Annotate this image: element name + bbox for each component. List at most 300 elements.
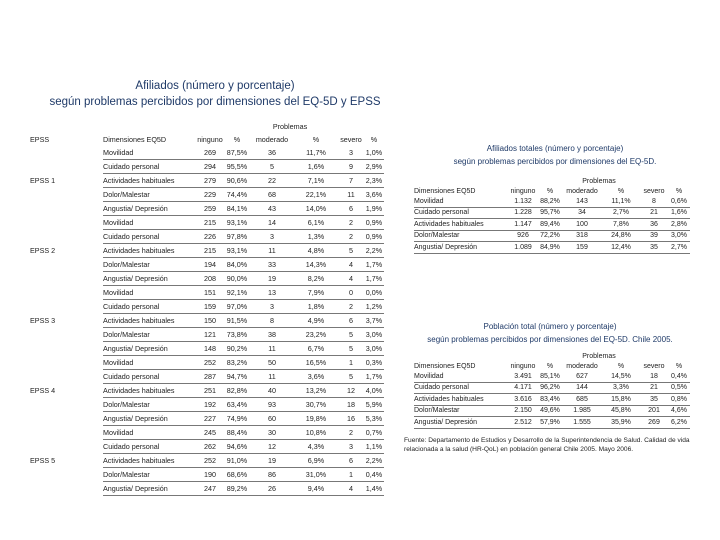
severo-pct-cell: 1,6%: [668, 207, 690, 219]
pct-header: %: [312, 134, 320, 144]
severo-pct-cell: 2,9%: [364, 160, 384, 174]
dimension-cell: Movilidad: [103, 356, 196, 370]
ninguno-cell: 4.171: [508, 382, 538, 394]
ninguno-pct-cell: 63,4%: [224, 398, 250, 412]
severo-cell: 6: [338, 314, 364, 328]
dimension-cell: Actividades habituales: [103, 244, 196, 258]
totals-title-line2: según problemas percibidos por dimensiones del EQ-5D.: [453, 157, 657, 166]
severo-pct-cell: 1,7%: [364, 370, 384, 384]
ninguno-cell: 1.132: [508, 196, 538, 207]
population-table: [414, 351, 690, 429]
page-title-line2: según problemas percibidos por dimensiones del EQ-5D y EPSS: [49, 96, 381, 108]
moderado-pct-cell: 14,0%: [294, 202, 338, 216]
severo-cell: 5: [338, 370, 364, 384]
dimension-cell: Cuidado personal: [414, 207, 508, 219]
ninguno-cell: 926: [508, 230, 538, 242]
dimension-cell: Cuidado personal: [414, 382, 508, 394]
moderado-pct-cell: 4,8%: [294, 244, 338, 258]
severo-pct-cell: 3,0%: [668, 230, 690, 242]
moderado-pct-cell: 11,7%: [294, 146, 338, 160]
ninguno-cell: 252: [196, 356, 224, 370]
moderado-pct-cell: 31,0%: [294, 468, 338, 482]
moderado-cell: 40: [250, 384, 294, 398]
ninguno-header: ninguno: [510, 362, 536, 370]
moderado-pct-cell: 13,2%: [294, 384, 338, 398]
moderado-pct-cell: 7,8%: [602, 219, 640, 231]
severo-cell: 1: [338, 468, 364, 482]
severo-header: severo: [643, 362, 665, 370]
ninguno-cell: 227: [196, 412, 224, 426]
moderado-cell: 38: [250, 328, 294, 342]
moderado-pct-cell: 4,3%: [294, 440, 338, 454]
severo-cell: 35: [640, 242, 668, 254]
severo-pct-cell: 2,2%: [364, 244, 384, 258]
severo-cell: 5: [338, 342, 364, 356]
source-note: Fuente: Departamento de Estudios y Desarrollo de la Superintendencia de Salud. Calidad de vida relacionada a la salud (HR-QoL) en población general Chile 2005. Mayo 2006.: [404, 437, 690, 453]
ninguno-pct-cell: 91,0%: [224, 454, 250, 468]
moderado-cell: 11: [250, 370, 294, 384]
table-row: [30, 286, 384, 300]
ninguno-header: ninguno: [197, 134, 223, 144]
moderado-pct-cell: 4,9%: [294, 314, 338, 328]
dimension-cell: Angustia/ Depresión: [103, 482, 196, 496]
epss-group-label: EPSS 1: [30, 176, 56, 186]
dimension-cell: Angustia/ Depresión: [103, 412, 196, 426]
epss-table: [30, 120, 384, 496]
ninguno-cell: 1.089: [508, 242, 538, 254]
ninguno-cell: 287: [196, 370, 224, 384]
severo-header: severo: [643, 187, 665, 195]
dimension-cell: Dolor/Malestar: [103, 258, 196, 272]
ninguno-pct-cell: 87,5%: [224, 146, 250, 160]
moderado-cell: 11: [250, 244, 294, 258]
severo-cell: 2: [338, 230, 364, 244]
ninguno-pct-cell: 90,0%: [224, 272, 250, 286]
moderado-pct-cell: 10,8%: [294, 426, 338, 440]
ninguno-cell: 151: [196, 286, 224, 300]
moderado-pct-cell: 2,7%: [602, 207, 640, 219]
severo-pct-cell: 0,4%: [364, 468, 384, 482]
ninguno-pct-cell: 73,8%: [224, 328, 250, 342]
moderado-pct-cell: 23,2%: [294, 328, 338, 342]
severo-cell: 0: [338, 286, 364, 300]
ninguno-pct-cell: 96,2%: [538, 382, 562, 394]
moderado-pct-cell: 3,6%: [294, 370, 338, 384]
dimension-cell: Angustia/ Depresión: [103, 202, 196, 216]
ninguno-cell: 229: [196, 188, 224, 202]
severo-cell: 39: [640, 230, 668, 242]
totals-table: [414, 176, 690, 254]
ninguno-pct-cell: 95,7%: [538, 207, 562, 219]
severo-pct-cell: 2,3%: [364, 174, 384, 188]
moderado-cell: 11: [250, 342, 294, 356]
moderado-pct-cell: 16,5%: [294, 356, 338, 370]
severo-pct-cell: 1,2%: [364, 300, 384, 314]
moderado-cell: 685: [562, 394, 602, 406]
ninguno-cell: 190: [196, 468, 224, 482]
ninguno-cell: 192: [196, 398, 224, 412]
epss-group-label: EPSS 3: [30, 315, 56, 325]
dimension-cell: Cuidado personal: [103, 160, 196, 174]
ninguno-cell: 3.491: [508, 371, 538, 382]
dimension-cell: Movilidad: [103, 286, 196, 300]
dimension-cell: Actividades habituales: [414, 219, 508, 231]
dimension-cell: Angustia/ Depresión: [414, 242, 508, 254]
moderado-pct-cell: 19,8%: [294, 412, 338, 426]
ninguno-pct-cell: 74,9%: [224, 412, 250, 426]
severo-cell: 35: [640, 394, 668, 406]
moderado-cell: 68: [250, 188, 294, 202]
moderado-cell: 34: [562, 207, 602, 219]
ninguno-pct-cell: 94,6%: [224, 440, 250, 454]
severo-cell: 6: [338, 202, 364, 216]
moderado-pct-cell: 1,8%: [294, 300, 338, 314]
moderado-pct-cell: 8,2%: [294, 272, 338, 286]
severo-cell: 2: [338, 216, 364, 230]
severo-pct-cell: 0,9%: [364, 216, 384, 230]
ninguno-pct-cell: 72,2%: [538, 230, 562, 242]
ninguno-cell: 215: [196, 216, 224, 230]
severo-cell: 9: [338, 160, 364, 174]
severo-pct-cell: 0,7%: [364, 426, 384, 440]
moderado-pct-cell: 7,1%: [294, 174, 338, 188]
severo-cell: 2: [338, 426, 364, 440]
severo-cell: 18: [640, 371, 668, 382]
ninguno-pct-cell: 88,2%: [538, 196, 562, 207]
moderado-pct-cell: 45,8%: [602, 405, 640, 417]
moderado-cell: 60: [250, 412, 294, 426]
ninguno-pct-cell: 57,9%: [538, 417, 562, 429]
ninguno-cell: 3.616: [508, 394, 538, 406]
epss-group-label: EPSS 4: [30, 385, 56, 395]
epss-group-label: EPSS 2: [30, 245, 56, 255]
table-row: [414, 242, 690, 254]
ninguno-pct-cell: 93,1%: [224, 216, 250, 230]
ninguno-cell: 226: [196, 230, 224, 244]
moderado-cell: 3: [250, 300, 294, 314]
pct-header: %: [546, 187, 554, 195]
severo-pct-cell: 0,6%: [668, 196, 690, 207]
ninguno-cell: 262: [196, 440, 224, 454]
ninguno-cell: 269: [196, 146, 224, 160]
dimension-cell: Movilidad: [414, 371, 508, 382]
table-row: [30, 426, 384, 440]
problemas-header: Problemas: [582, 352, 616, 360]
ninguno-pct-cell: 84,0%: [224, 258, 250, 272]
ninguno-cell: 2.512: [508, 417, 538, 429]
moderado-cell: 5: [250, 160, 294, 174]
severo-pct-cell: 3,0%: [364, 328, 384, 342]
severo-cell: 16: [338, 412, 364, 426]
ninguno-pct-cell: 91,5%: [224, 314, 250, 328]
severo-cell: 21: [640, 382, 668, 394]
ninguno-pct-cell: 49,6%: [538, 405, 562, 417]
moderado-cell: 30: [250, 426, 294, 440]
severo-cell: 6: [338, 454, 364, 468]
moderado-pct-cell: 14,3%: [294, 258, 338, 272]
table-row: [30, 216, 384, 230]
dimension-cell: Dolor/Malestar: [103, 398, 196, 412]
ninguno-pct-cell: 82,8%: [224, 384, 250, 398]
ninguno-cell: 251: [196, 384, 224, 398]
table-row: [30, 146, 384, 160]
pct-header: %: [675, 362, 683, 370]
moderado-pct-cell: 12,4%: [602, 242, 640, 254]
ninguno-cell: 1.147: [508, 219, 538, 231]
dimension-cell: Movilidad: [414, 196, 508, 207]
ninguno-header: ninguno: [510, 187, 536, 195]
ninguno-cell: 245: [196, 426, 224, 440]
severo-cell: 4: [338, 482, 364, 496]
severo-cell: 7: [338, 174, 364, 188]
dimension-cell: Angustia/ Depresión: [414, 417, 508, 429]
moderado-header: moderado: [255, 134, 289, 144]
dimension-cell: Actividades habituales: [103, 174, 196, 188]
moderado-pct-cell: 3,3%: [602, 382, 640, 394]
ninguno-cell: 150: [196, 314, 224, 328]
pct-header: %: [370, 134, 378, 144]
dimension-cell: Cuidado personal: [103, 440, 196, 454]
ninguno-pct-cell: 97,0%: [224, 300, 250, 314]
severo-header: severo: [340, 134, 362, 144]
dimension-cell: Actividades habituales: [103, 454, 196, 468]
dimension-cell: Dolor/Malestar: [414, 230, 508, 242]
moderado-cell: 627: [562, 371, 602, 382]
moderado-pct-cell: 6,1%: [294, 216, 338, 230]
problemas-header: Problemas: [582, 177, 616, 185]
moderado-cell: 12: [250, 440, 294, 454]
severo-pct-cell: 2,2%: [364, 454, 384, 468]
table-row: [414, 219, 690, 231]
severo-cell: 11: [338, 188, 364, 202]
severo-cell: 4: [338, 272, 364, 286]
severo-cell: 18: [338, 398, 364, 412]
severo-cell: 5: [338, 244, 364, 258]
moderado-pct-cell: 6,7%: [294, 342, 338, 356]
severo-pct-cell: 2,7%: [668, 242, 690, 254]
dimension-header: Dimensiones EQ5D: [103, 134, 167, 144]
severo-cell: 8: [640, 196, 668, 207]
moderado-cell: 19: [250, 272, 294, 286]
severo-pct-cell: 3,7%: [364, 314, 384, 328]
severo-cell: 1: [338, 356, 364, 370]
dimension-cell: Movilidad: [103, 216, 196, 230]
severo-pct-cell: 0,4%: [668, 371, 690, 382]
moderado-cell: 318: [562, 230, 602, 242]
ninguno-cell: 148: [196, 342, 224, 356]
table-row: [414, 405, 690, 417]
ninguno-pct-cell: 83,2%: [224, 356, 250, 370]
ninguno-pct-cell: 97,8%: [224, 230, 250, 244]
severo-pct-cell: 4,6%: [668, 405, 690, 417]
pct-header: %: [617, 362, 625, 370]
moderado-pct-cell: 35,9%: [602, 417, 640, 429]
severo-cell: 36: [640, 219, 668, 231]
table-row: [414, 382, 690, 394]
severo-pct-cell: 5,9%: [364, 398, 384, 412]
dimension-cell: Dolor/Malestar: [103, 188, 196, 202]
table-row: [30, 356, 384, 370]
dimension-cell: Actividades habituales: [103, 314, 196, 328]
severo-pct-cell: 1,1%: [364, 440, 384, 454]
moderado-cell: 100: [562, 219, 602, 231]
ninguno-cell: 252: [196, 454, 224, 468]
dimension-cell: Actividades habituales: [103, 384, 196, 398]
moderado-cell: 144: [562, 382, 602, 394]
severo-pct-cell: 1,0%: [364, 146, 384, 160]
ninguno-cell: 294: [196, 160, 224, 174]
ninguno-cell: 215: [196, 244, 224, 258]
moderado-cell: 1.985: [562, 405, 602, 417]
moderado-cell: 14: [250, 216, 294, 230]
moderado-cell: 13: [250, 286, 294, 300]
ninguno-pct-cell: 93,1%: [224, 244, 250, 258]
table-row: [414, 196, 690, 207]
moderado-header: moderado: [566, 362, 598, 370]
moderado-pct-cell: 30,7%: [294, 398, 338, 412]
severo-pct-cell: 0,5%: [668, 382, 690, 394]
moderado-pct-cell: 24,8%: [602, 230, 640, 242]
ninguno-cell: 247: [196, 482, 224, 496]
severo-pct-cell: 1,7%: [364, 272, 384, 286]
moderado-cell: 36: [250, 146, 294, 160]
ninguno-pct-cell: 84,9%: [538, 242, 562, 254]
totals-title-line1: Afiliados totales (número y porcentaje): [486, 144, 624, 153]
dimension-header: Dimensiones EQ5D: [414, 362, 476, 370]
ninguno-cell: 259: [196, 202, 224, 216]
severo-cell: 3: [338, 146, 364, 160]
ninguno-cell: 121: [196, 328, 224, 342]
ninguno-pct-cell: 90,2%: [224, 342, 250, 356]
moderado-cell: 143: [562, 196, 602, 207]
moderado-header: moderado: [566, 187, 598, 195]
moderado-cell: 1.555: [562, 417, 602, 429]
ninguno-pct-cell: 84,1%: [224, 202, 250, 216]
ninguno-cell: 159: [196, 300, 224, 314]
severo-pct-cell: 2,8%: [668, 219, 690, 231]
moderado-cell: 33: [250, 258, 294, 272]
pct-header: %: [617, 187, 625, 195]
moderado-pct-cell: 7,9%: [294, 286, 338, 300]
severo-pct-cell: 3,0%: [364, 342, 384, 356]
dimension-cell: Cuidado personal: [103, 230, 196, 244]
dimension-cell: Actividades habituales: [414, 394, 508, 406]
moderado-pct-cell: 6,9%: [294, 454, 338, 468]
dimension-cell: Dolor/Malestar: [414, 405, 508, 417]
population-title-line1: Población total (número y porcentaje): [483, 322, 617, 331]
table-row: [414, 230, 690, 242]
dimension-header: Dimensiones EQ5D: [414, 187, 476, 195]
severo-cell: 12: [338, 384, 364, 398]
dimension-cell: Cuidado personal: [103, 300, 196, 314]
moderado-pct-cell: 11,1%: [602, 196, 640, 207]
table-row: [414, 417, 690, 429]
population-title-line2: según problemas percibidos por dimensiones del EQ-5D. Chile 2005.: [427, 335, 673, 344]
ninguno-pct-cell: 83,4%: [538, 394, 562, 406]
severo-cell: 2: [338, 300, 364, 314]
moderado-cell: 50: [250, 356, 294, 370]
dimension-cell: Movilidad: [103, 426, 196, 440]
severo-cell: 21: [640, 207, 668, 219]
ninguno-pct-cell: 68,6%: [224, 468, 250, 482]
ninguno-pct-cell: 88,4%: [224, 426, 250, 440]
moderado-pct-cell: 14,5%: [602, 371, 640, 382]
severo-cell: 3: [338, 440, 364, 454]
ninguno-pct-cell: 90,6%: [224, 174, 250, 188]
ninguno-cell: 279: [196, 174, 224, 188]
severo-pct-cell: 6,2%: [668, 417, 690, 429]
severo-pct-cell: 1,9%: [364, 202, 384, 216]
ninguno-cell: 1.228: [508, 207, 538, 219]
moderado-pct-cell: 9,4%: [294, 482, 338, 496]
ninguno-cell: 2.150: [508, 405, 538, 417]
ninguno-pct-cell: 85,1%: [538, 371, 562, 382]
dimension-cell: Dolor/Malestar: [103, 328, 196, 342]
dimension-cell: Cuidado personal: [103, 370, 196, 384]
moderado-cell: 26: [250, 482, 294, 496]
ninguno-pct-cell: 95,5%: [224, 160, 250, 174]
table-row: [414, 371, 690, 382]
severo-pct-cell: 0,9%: [364, 230, 384, 244]
moderado-cell: 159: [562, 242, 602, 254]
moderado-cell: 86: [250, 468, 294, 482]
dimension-cell: Angustia/ Depresión: [103, 272, 196, 286]
ninguno-cell: 194: [196, 258, 224, 272]
dimension-cell: Dolor/Malestar: [103, 468, 196, 482]
moderado-pct-cell: 1,6%: [294, 160, 338, 174]
severo-pct-cell: 0,3%: [364, 356, 384, 370]
severo-pct-cell: 3,6%: [364, 188, 384, 202]
moderado-cell: 22: [250, 174, 294, 188]
ninguno-pct-cell: 89,2%: [224, 482, 250, 496]
moderado-pct-cell: 15,8%: [602, 394, 640, 406]
moderado-cell: 3: [250, 230, 294, 244]
severo-cell: 201: [640, 405, 668, 417]
problemas-header: Problemas: [272, 121, 308, 131]
moderado-pct-cell: 22,1%: [294, 188, 338, 202]
severo-cell: 4: [338, 258, 364, 272]
ninguno-pct-cell: 94,7%: [224, 370, 250, 384]
dimension-cell: Movilidad: [103, 146, 196, 160]
severo-cell: 5: [338, 328, 364, 342]
dimension-cell: Angustia/ Depresión: [103, 342, 196, 356]
severo-pct-cell: 1,4%: [364, 482, 384, 496]
epss-header: EPSS: [30, 134, 50, 144]
epss-group-label: EPSS 5: [30, 455, 56, 465]
severo-pct-cell: 0,0%: [364, 286, 384, 300]
pct-header: %: [675, 187, 683, 195]
severo-pct-cell: 4,0%: [364, 384, 384, 398]
moderado-cell: 19: [250, 454, 294, 468]
ninguno-cell: 208: [196, 272, 224, 286]
pct-header: %: [546, 362, 554, 370]
moderado-cell: 43: [250, 202, 294, 216]
pct-header: %: [233, 134, 241, 144]
ninguno-pct-cell: 74,4%: [224, 188, 250, 202]
moderado-cell: 93: [250, 398, 294, 412]
ninguno-pct-cell: 89,4%: [538, 219, 562, 231]
severo-pct-cell: 1,7%: [364, 258, 384, 272]
page-title-line1: Afiliados (número y porcentaje): [135, 80, 295, 92]
severo-cell: 269: [640, 417, 668, 429]
table-row: [414, 394, 690, 406]
moderado-cell: 8: [250, 314, 294, 328]
severo-pct-cell: 0,8%: [668, 394, 690, 406]
ninguno-pct-cell: 92,1%: [224, 286, 250, 300]
moderado-pct-cell: 1,3%: [294, 230, 338, 244]
severo-pct-cell: 5,3%: [364, 412, 384, 426]
table-row: [414, 207, 690, 219]
